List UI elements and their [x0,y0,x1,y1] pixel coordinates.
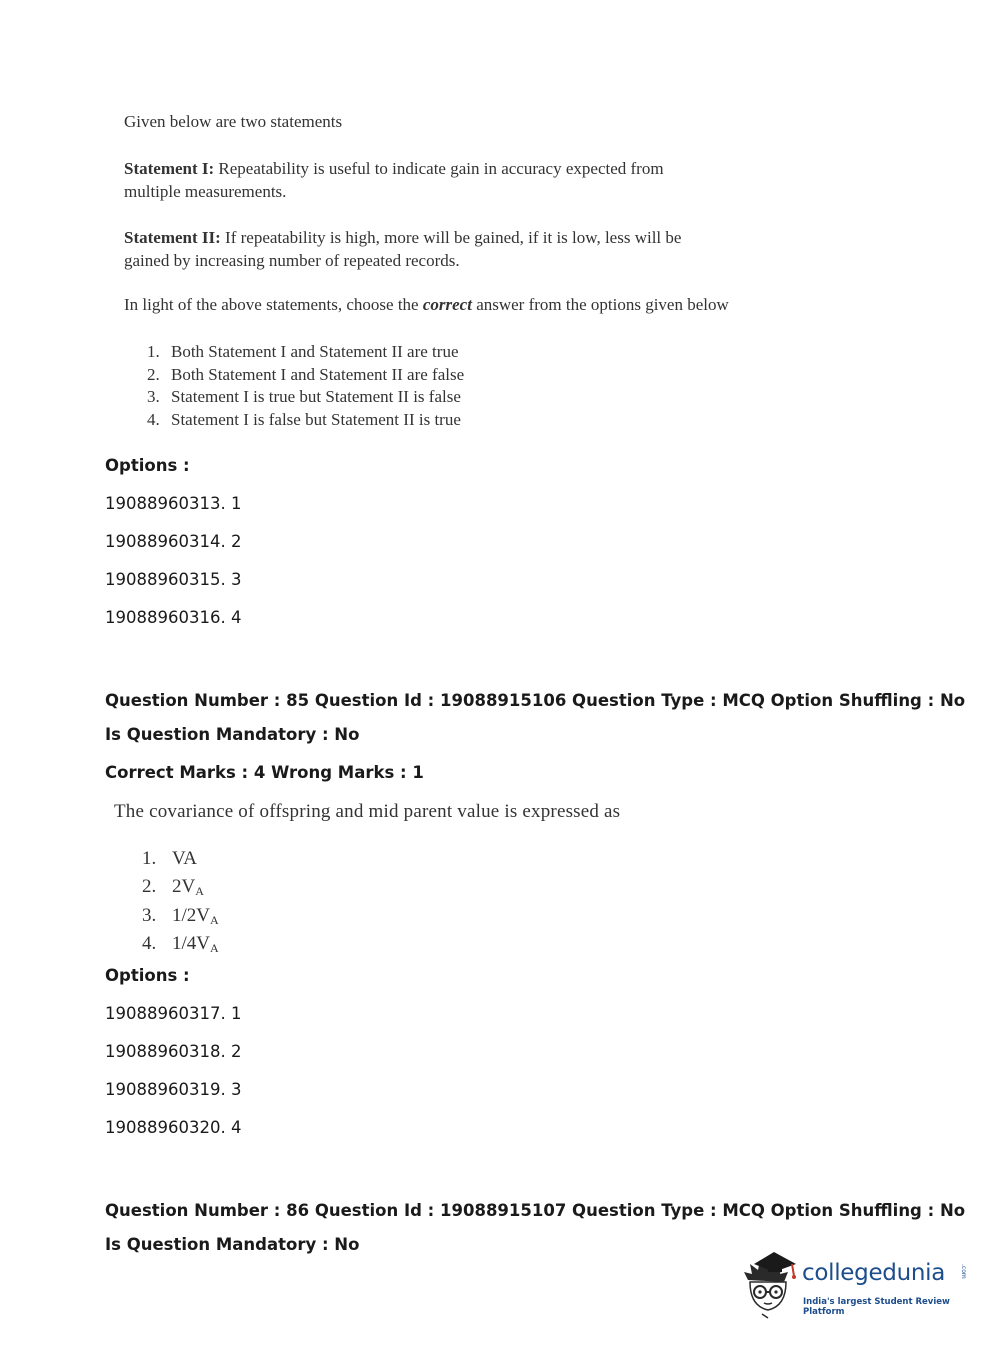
statement-1-label: Statement I: [124,159,215,178]
statement-1 [124,157,724,203]
list-item: 2. $2V_A$ [142,876,204,899]
logo-tagline: India's largest Student Review Platform [803,1297,950,1317]
statement-1-text: Repeatability is useful to indicate gain in accuracy expected from multiple measurements. [124,159,664,201]
instruction-post: answer from the options given below [471,295,729,314]
question-intro: Given below are two statements [124,112,343,131]
question-header: Question Number : 86 Question Id : 19088915107 Question Type : MCQ Option Shuffling : No [105,1201,966,1220]
question-header: Question Number : 85 Question Id : 19088915106 Question Type : MCQ Option Shuffling : No [105,691,966,710]
list-item: 4. Statement I is false but Statement II is true [147,410,461,430]
options-label: Options : [105,966,190,985]
statement-2-label: Statement II: [124,228,221,247]
list-item: 1. VA [142,848,197,869]
list-item: 3. $1/2V_A$ [142,904,219,927]
logo-dotcom: .com [960,1264,967,1279]
logo-brand: collegedunia [802,1260,946,1286]
option-item: 19088960318. 2 [105,1042,242,1061]
option-item: 19088960315. 3 [105,570,242,589]
question-text: The covariance of offspring and mid parent value is expressed as [114,801,621,822]
list-item: 3. Statement I is true but Statement II is false [147,387,461,407]
statement-2 [124,226,724,272]
list-item: 4. $1/4V_A$ [142,932,219,955]
option-item: 19088960314. 2 [105,532,242,551]
list-item: 1. Both Statement I and Statement II are true [147,342,459,361]
option-item: 19088960320. 4 [105,1118,242,1137]
collegedunia-logo [740,1250,970,1320]
instruction [124,295,729,315]
options-label: Options : [105,456,190,475]
choice-list [142,847,219,960]
list-item: 2. Both Statement I and Statement II are false [147,364,465,384]
statement-2-text: If repeatability is high, more will be gained, if it is low, less will be gained by increasing number of repeated records. [124,228,682,270]
question-mandatory: Is Question Mandatory : No [105,725,360,744]
student-mascot-icon [740,1250,802,1320]
option-item: 19088960316. 4 [105,608,242,627]
question-mandatory: Is Question Mandatory : No [105,1235,360,1254]
instruction-pre: In light of the above statements, choose the [124,295,423,314]
choice-list [147,341,464,432]
option-item: 19088960319. 3 [105,1080,242,1099]
option-item: 19088960317. 1 [105,1004,242,1023]
instruction-emphasis: correct [422,295,472,314]
option-item: 19088960313. 1 [105,494,242,513]
question-marks: Correct Marks : 4 Wrong Marks : 1 [105,763,424,782]
